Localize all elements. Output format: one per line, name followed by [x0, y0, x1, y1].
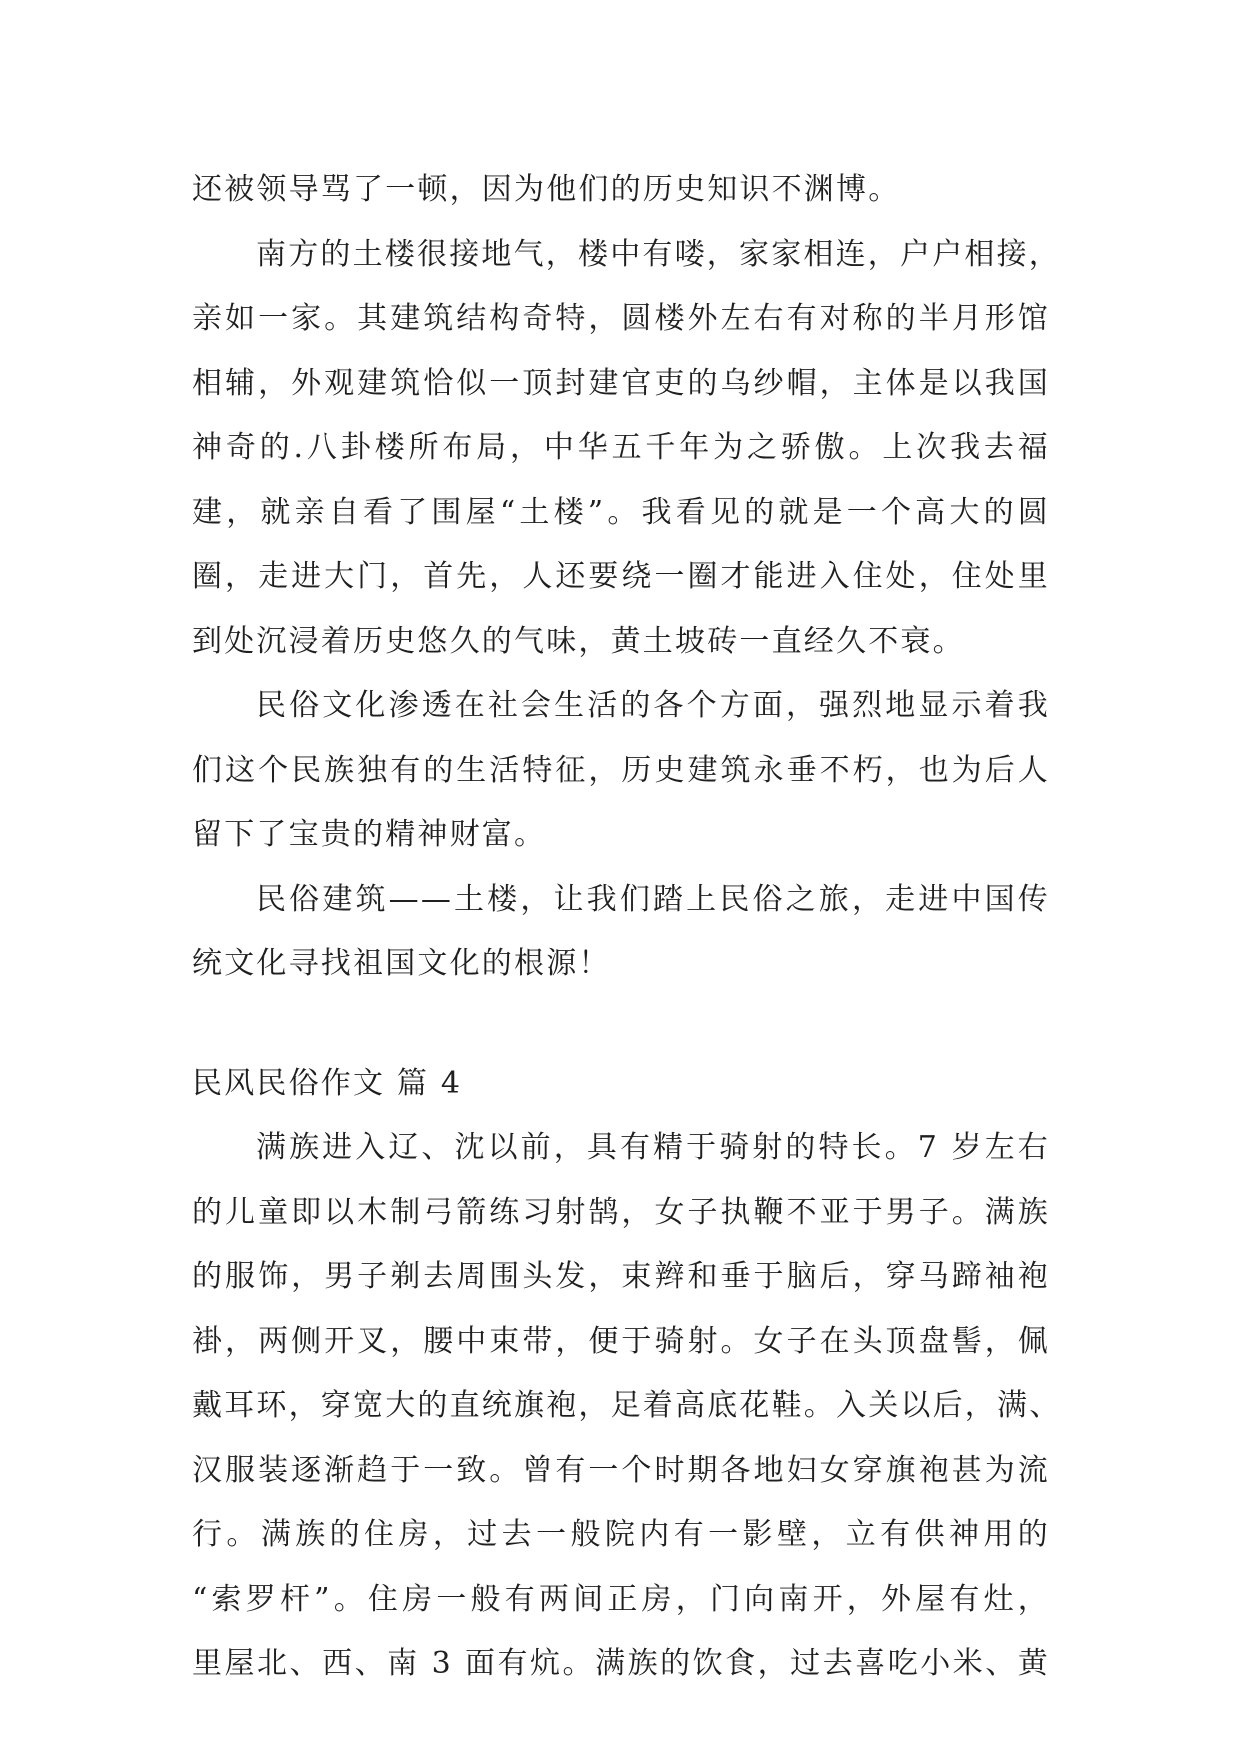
- text-line: 亲如一家。其建筑结构奇特，圆楼外左右有对称的半月形馆: [192, 301, 1050, 336]
- text-line: 还被领导骂了一顿，因为他们的历史知识不渊博。: [192, 172, 901, 207]
- text-line: 圈，走进大门，首先，人还要绕一圈才能进入住处，住处里: [192, 559, 1050, 594]
- text-line: 褂，两侧开叉，腰中束带，便于骑射。女子在头顶盘髻，佩: [192, 1323, 1050, 1359]
- section-heading: 民风民俗作文 篇 4: [192, 1065, 463, 1101]
- text-line: 民俗建筑——土楼，让我们踏上民俗之旅，走进中国传: [256, 881, 1050, 917]
- document-body: [192, 158, 1062, 1697]
- text-line: 神奇的.八卦楼所布局，中华五千年为之骄傲。上次我去福: [192, 430, 1050, 465]
- paragraph: [192, 868, 1050, 997]
- text-line: 民俗文化渗透在社会生活的各个方面，强烈地显示着我: [256, 688, 1050, 723]
- paragraph: [192, 223, 1061, 675]
- text-line: 们这个民族独有的生活特征，历史建筑永垂不朽，也为后人: [192, 752, 1050, 788]
- text-line: 的儿童即以木制弓箭练习射鹄，女子执鞭不亚于男子。满族: [192, 1194, 1050, 1230]
- text-line: 到处沉浸着历史悠久的气味，黄土坡砖一直经久不衰。: [192, 623, 965, 659]
- text-line: “索罗杆”。住房一般有两间正房，门向南开，外屋有灶，: [192, 1581, 1050, 1617]
- text-line: 汉服装逐渐趋于一致。曾有一个时期各地妇女穿旗袍甚为流: [192, 1452, 1050, 1488]
- text-line: 相辅，外观建筑恰似一顶封建官吏的乌纱帽，主体是以我国: [192, 365, 1050, 401]
- text-line: 的服饰，男子剃去周围头发，束辫和垂于脑后，穿马蹄袖袍: [192, 1259, 1050, 1294]
- text-line: 南方的土楼很接地气，楼中有喽，家家相连，户户相接，: [256, 236, 1061, 272]
- text-line: 留下了宝贵的精神财富。: [192, 817, 547, 852]
- paragraph: [192, 674, 1050, 868]
- paragraph: [192, 158, 1050, 223]
- text-line: 统文化寻找祖国文化的根源！: [192, 946, 611, 981]
- text-line: 里屋北、西、南 3 面有炕。满族的饮食，过去喜吃小米、黄: [192, 1646, 1050, 1681]
- text-line: 建，就亲自看了围屋“土楼”。我看见的就是一个高大的圆: [192, 494, 1050, 530]
- paragraph: [192, 1116, 1062, 1697]
- text-line: 行。满族的住房，过去一般院内有一影壁，立有供神用的: [192, 1517, 1050, 1552]
- section-gap: [192, 997, 1050, 1052]
- text-line: 满族进入辽、沈以前，具有精于骑射的特长。7 岁左右: [256, 1130, 1050, 1165]
- text-line: 戴耳环，穿宽大的直统旗袍，足着高底花鞋。入关以后，满、: [192, 1388, 1062, 1423]
